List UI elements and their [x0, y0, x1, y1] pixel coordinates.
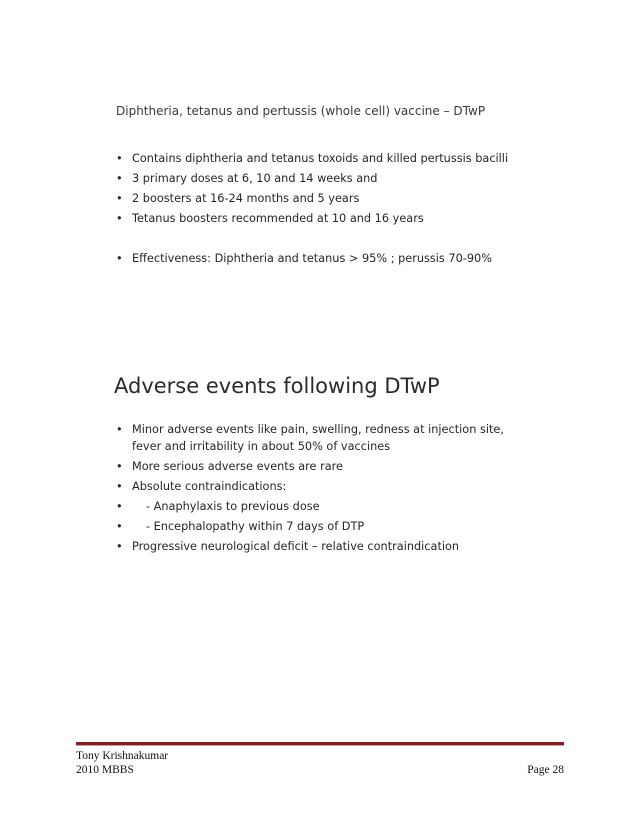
page-number: Page 28 [527, 764, 564, 776]
bullet-text: Absolute contraindications: [132, 480, 287, 493]
bullet-text: More serious adverse events are rare [132, 460, 343, 473]
bullet-icon: • [116, 520, 123, 533]
list-item [116, 209, 508, 229]
bullet-icon: • [116, 460, 123, 473]
bullet-icon: • [116, 152, 123, 165]
bullet-text: - Anaphylaxis to previous dose [146, 500, 320, 513]
bullet-icon: • [116, 192, 123, 205]
bullet-text: Progressive neurological deficit – relative contraindication [132, 540, 460, 553]
list-item [116, 249, 492, 269]
bullet-icon: • [116, 480, 123, 493]
slide-1-bullet-list [116, 149, 508, 229]
footer-author: Tony Krishnakumar [76, 750, 169, 762]
bullet-icon: • [116, 252, 123, 265]
list-item [116, 518, 504, 535]
bullet-text-continued: fever and irritability in about 50% of vaccines [132, 440, 391, 453]
slide-1-effectiveness-list [116, 249, 492, 269]
list-item [116, 478, 504, 495]
bullet-icon: • [116, 212, 123, 225]
list-item [116, 458, 504, 475]
bullet-text: Contains diphtheria and tetanus toxoids and killed pertussis bacilli [132, 152, 509, 165]
footer-divider-shadow [76, 745, 564, 746]
page-footer [76, 749, 564, 777]
bullet-text: Tetanus boosters recommended at 10 and 16 years [132, 212, 424, 225]
footer-course: 2010 MBBS [76, 764, 134, 776]
list-item [116, 189, 508, 209]
bullet-text: 3 primary doses at 6, 10 and 14 weeks and [132, 172, 378, 185]
list-item [116, 169, 508, 189]
list-item [116, 498, 504, 515]
list-item [116, 421, 504, 455]
slide-2-title: Adverse events following DTwP [114, 374, 440, 398]
bullet-icon: • [116, 500, 123, 513]
slide-2-bullet-list [116, 421, 504, 558]
bullet-icon: • [116, 540, 123, 553]
bullet-text: 2 boosters at 16-24 months and 5 years [132, 192, 360, 205]
effectiveness-text: Effectiveness: Diphtheria and tetanus > 95% ; perussis 70-90% [132, 252, 492, 265]
list-item [116, 149, 508, 169]
bullet-icon: • [116, 423, 123, 436]
list-item [116, 538, 504, 555]
bullet-icon: • [116, 172, 123, 185]
slide-1-title: Diphtheria, tetanus and pertussis (whole cell) vaccine – DTwP [116, 104, 486, 118]
bullet-text: Minor adverse events like pain, swelling, redness at injection site, [132, 423, 504, 436]
bullet-text: - Encephalopathy within 7 days of DTP [146, 520, 365, 533]
